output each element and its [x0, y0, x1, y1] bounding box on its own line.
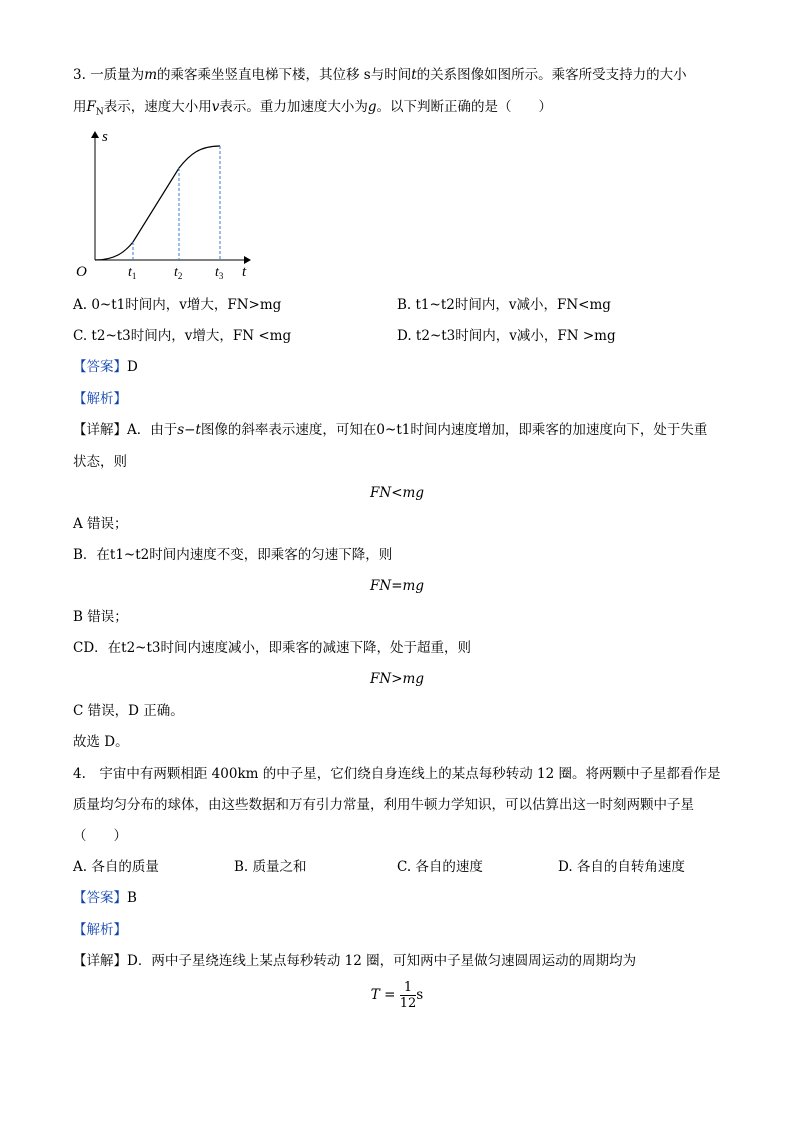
q3-detail-line2: 状态，则 [73, 454, 127, 470]
q4-option-a: A. 各自的质量 [73, 859, 159, 875]
q3-a-wrong: A 错误； [73, 516, 128, 532]
q3-cd-text: CD．在t2~t3时间内速度减小，即乘客的减速下降，处于超重，则 [73, 640, 471, 656]
q3-option-d: D. t2~t3时间内，v减小，FN >mg [397, 328, 616, 344]
fraction: $\frac{1}{12}$ [399, 980, 417, 1011]
t3-label: $t_3$ [215, 265, 224, 281]
q3-detail-line1: 【详解】A．由于s−t图像的斜率表示速度，可知在0~t1时间内速度增加，即乘客的加速度向下，处于失重 [73, 422, 708, 438]
q3-number: 3. [73, 67, 86, 83]
q4-option-d: D. 各自的自转角速度 [558, 859, 685, 875]
q4-analysis-label: 【解析】 [73, 922, 127, 938]
answer-label: 【答案】 [73, 359, 127, 375]
q3-analysis-label: 【解析】 [73, 391, 127, 407]
q4-option-b: B. 质量之和 [234, 859, 307, 875]
q4-detail-line1: 【详解】D．两中子星绕连线上某点每秒转动 12 圈，可知两中子星做匀速圆周运动的周期均为 [73, 953, 637, 969]
q3-choose: 故选 D。 [73, 734, 129, 750]
equation-fn-less-mg: FN<mg [370, 485, 424, 501]
q3-b-wrong: B 错误； [73, 609, 128, 625]
s-t-graph [70, 124, 260, 284]
s-axis-label: s [102, 129, 108, 145]
q3-stem-line2: 用$F_N$表示，速度大小用v表示。重力加速度大小为g。以下判断正确的是（ ） [73, 99, 553, 118]
equation-fn-equal-mg: FN=mg [370, 578, 424, 594]
t-axis-label: t [242, 264, 247, 280]
q4-stem-line1: 4. 宇宙中有两颗相距 400km 的中子星，它们绕自身连线上的某点每秒转动 12 圈。将两颗中子星都看作是 [73, 766, 721, 782]
equation-fn-greater-mg: FN>mg [370, 671, 424, 687]
q3-c-wrong-d-right: C 错误，D 正确。 [73, 703, 184, 719]
q3-answer: 【答案】D [73, 359, 138, 375]
q4-answer: 【答案】B [73, 890, 137, 906]
q3-option-c: C. t2~t3时间内，v增大，FN <mg [73, 328, 292, 344]
s-t-curve [95, 146, 220, 260]
t2-label: $t_2$ [174, 265, 183, 281]
t1-label: $t_1$ [128, 265, 137, 281]
q4-stem-line2: 质量均匀分布的球体，由这些数据和万有引力常量，利用牛顿力学知识，可以估算出这一时刻两颗中子星 [73, 797, 694, 813]
q4-option-c: C. 各自的速度 [397, 859, 483, 875]
origin-label: O [76, 264, 87, 280]
answer-label: 【答案】 [73, 890, 127, 906]
q3-b-text: B．在t1~t2时间内速度不变，即乘客的匀速下降，则 [73, 547, 393, 563]
q3-option-b: B. t1~t2时间内，v减小，FN<mg [397, 297, 611, 313]
q3-option-a: A. 0~t1时间内，v增大，FN>mg [73, 297, 282, 313]
q3-stem-line1: 3. 一质量为m的乘客乘坐竖直电梯下楼，其位移 s与时间t的关系图像如图所示。乘客所受支持力的大小 [73, 67, 687, 83]
q4-stem-line3: （ ） [73, 828, 127, 844]
equation-period: T = $\frac{1}{12}$ s [370, 980, 424, 1011]
